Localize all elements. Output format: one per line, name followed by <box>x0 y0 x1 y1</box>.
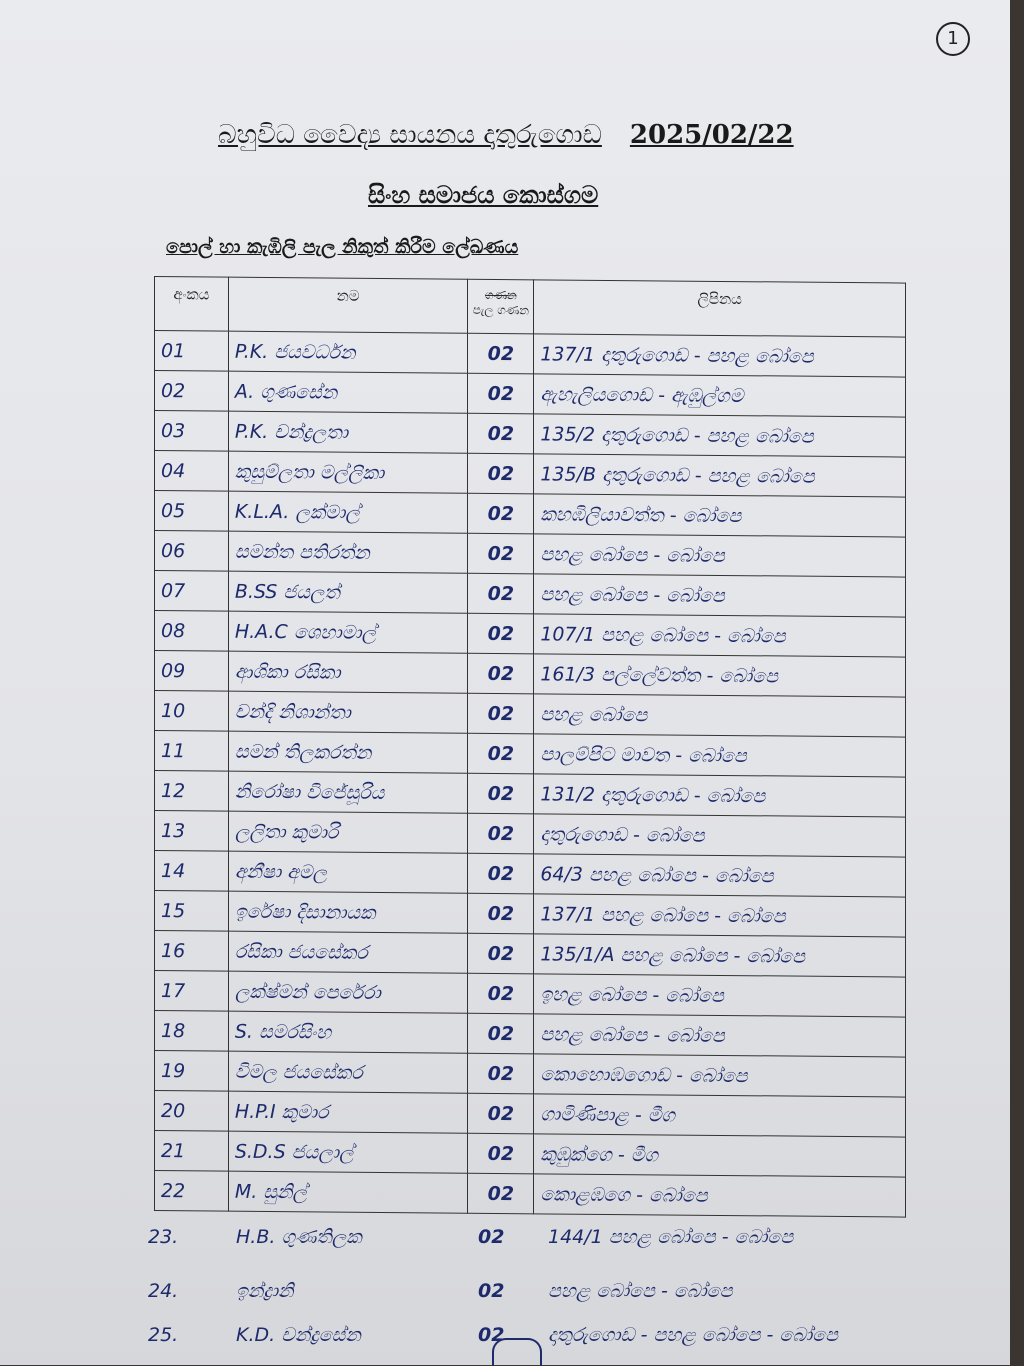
row-quantity: 02 <box>468 693 534 734</box>
table-row <box>155 851 906 898</box>
table-row <box>155 1011 906 1058</box>
row-address: 64/3 පහළ බෝපෙ - බෝපෙ <box>534 854 906 897</box>
row-quantity: 02 <box>468 933 534 974</box>
row-address: 161/3 පල්ලේවත්ත - බෝපෙ <box>534 654 906 697</box>
row-number: 21 <box>155 1131 229 1172</box>
row-quantity: 02 <box>468 413 534 454</box>
document-date: 2025/02/22 <box>629 120 794 150</box>
row-address: පාලම්පිට මාවත - බෝපෙ <box>534 734 906 777</box>
table-row <box>155 331 906 378</box>
row-address: පහළ බෝපෙ - බෝපෙ <box>534 574 906 617</box>
row-number: 22 <box>155 1171 229 1212</box>
row-name: P.K. චන්ද්‍රලතා <box>228 411 468 453</box>
row-number: 15 <box>155 891 229 932</box>
row-name: M. සුනිල් <box>228 1171 468 1213</box>
row-quantity: 02 <box>468 1173 534 1214</box>
row-name: ආශිකා රසිකා <box>228 651 468 693</box>
row-quantity: 02 <box>468 373 534 414</box>
row-quantity: 02 <box>468 1013 534 1054</box>
row-address: ගාමිණිපාළ - මීග <box>534 1094 906 1137</box>
row-name: අනීෂා අමල <box>228 851 468 893</box>
row-name: කුසුම්ලතා මල්ලිකා <box>228 451 468 493</box>
row-number: 08 <box>155 611 229 652</box>
row-quantity: 02 <box>468 613 534 654</box>
table-row <box>155 1051 906 1098</box>
row-address: 137/1 පහළ බෝපෙ - බෝපෙ <box>534 894 906 937</box>
row-number: 17 <box>155 971 229 1012</box>
extra-row-address: දාතුරුගොඩ - පහළ බෝපෙ - බෝපෙ <box>548 1324 838 1346</box>
row-address: ඉහළ බෝපෙ - බෝපෙ <box>534 974 906 1017</box>
header-number: අංකය <box>155 277 229 332</box>
row-address: 107/1 පහළ බෝපෙ - බෝපෙ <box>534 614 906 657</box>
row-address: කහඹිලියාවත්ත - බෝපෙ <box>534 494 906 537</box>
row-name: S. සමරසිංහ <box>228 1011 468 1053</box>
table-row <box>155 811 906 858</box>
table-body <box>155 331 906 1218</box>
header-quantity-label: පැල ගණන <box>472 302 530 318</box>
extra-row-quantity: 02 <box>478 1324 505 1346</box>
row-quantity: 02 <box>468 893 534 934</box>
row-number: 14 <box>155 851 229 892</box>
row-quantity: 02 <box>468 653 534 694</box>
table-row <box>155 1091 906 1138</box>
table-row <box>155 731 906 778</box>
extra-row-quantity: 02 <box>478 1226 505 1248</box>
table-row <box>155 651 906 698</box>
row-name: ඉරේෂා දිසානායක <box>228 891 468 933</box>
row-name: H.A.C ශෙහාමාල් <box>228 611 468 653</box>
distribution-register-table <box>154 276 906 1218</box>
row-name: S.D.S ජයලාල් <box>228 1131 468 1173</box>
row-quantity: 02 <box>468 773 534 814</box>
row-number: 19 <box>155 1051 229 1092</box>
row-name: විමල ජයසේකර <box>228 1051 468 1093</box>
row-quantity: 02 <box>468 1133 534 1174</box>
row-address: පහළ බෝපෙ - බෝපෙ <box>534 1014 906 1057</box>
table-row <box>155 611 906 658</box>
register-heading: පොල් හා කැඹිලි පැල නිකුත් කිරීම ලේඛණය <box>166 236 519 258</box>
row-address: කොළඹගෙ - බෝපෙ <box>534 1174 906 1217</box>
row-number: 03 <box>155 411 229 452</box>
row-address: 135/1/A පහළ බෝපෙ - බෝපෙ <box>534 934 906 977</box>
row-name: A. ගුණසේන <box>228 371 468 413</box>
row-quantity: 02 <box>468 333 534 374</box>
table-row <box>155 491 906 538</box>
row-name: ලක්ෂ්මන් පෙරේරා <box>228 971 468 1013</box>
row-quantity: 02 <box>468 1053 534 1094</box>
header-quantity-struck: ගණන <box>485 287 517 303</box>
header-quantity <box>468 279 534 334</box>
row-address: 135/B දාතුරුගොඩ - පහළ බෝපෙ <box>534 454 906 497</box>
row-number: 18 <box>155 1011 229 1052</box>
table-row <box>155 531 906 578</box>
extra-row-address: 144/1 පහළ බෝපෙ - බෝපෙ <box>548 1226 794 1248</box>
row-quantity: 02 <box>468 1093 534 1134</box>
table-row <box>155 371 906 418</box>
row-number: 13 <box>155 811 229 852</box>
extra-row-name: K.D. චන්ද්‍රසේන <box>236 1324 361 1346</box>
row-quantity: 02 <box>468 493 534 534</box>
row-number: 01 <box>155 331 229 372</box>
row-number: 04 <box>155 451 229 492</box>
row-address: පහළ බෝපෙ <box>534 694 906 737</box>
extra-row-quantity: 02 <box>478 1280 505 1302</box>
row-name: P.K. ජයවර්ධන <box>228 331 468 373</box>
row-address: ඇහැලියගොඩ - ඇඹුල්ගම <box>534 374 906 417</box>
row-quantity: 02 <box>468 813 534 854</box>
row-address: කොහොඹගොඩ - බෝපෙ <box>534 1054 906 1097</box>
row-number: 09 <box>155 651 229 692</box>
row-name: නිරෝෂා විජේසූරිය <box>228 771 468 813</box>
row-address: දාතුරුගොඩ - බෝපෙ <box>534 814 906 857</box>
document-title <box>218 120 794 151</box>
row-number: 12 <box>155 771 229 812</box>
row-address: 135/2 දාතුරුගොඩ - පහළ බෝපෙ <box>534 414 906 457</box>
row-name: B.SS ජයලත් <box>228 571 468 613</box>
table-row <box>155 1171 906 1218</box>
row-address: කුඹුක්ගෙ - මීග <box>534 1134 906 1177</box>
table-header-row <box>155 277 906 338</box>
row-quantity: 02 <box>468 973 534 1014</box>
organization-name: සිංහ සමාජය කොස්ගම <box>368 180 599 209</box>
row-address: 137/1 දාතුරුගොඩ - පහළ බෝපෙ <box>534 334 906 377</box>
table-row <box>155 411 906 458</box>
row-quantity: 02 <box>468 533 534 574</box>
row-name: රසිකා ජයසේකර <box>228 931 468 973</box>
row-number: 07 <box>155 571 229 612</box>
row-quantity: 02 <box>468 573 534 614</box>
header-name: නම <box>228 277 468 333</box>
extra-row-name: ඉන්ද්‍රානි <box>236 1280 294 1302</box>
extra-row-address: පහළ බෝපෙ - බෝපෙ <box>548 1280 733 1302</box>
table-row <box>155 691 906 738</box>
row-number: 20 <box>155 1091 229 1132</box>
extra-row-number: 23. <box>148 1226 179 1248</box>
row-number: 05 <box>155 491 229 532</box>
table-row <box>155 571 906 618</box>
signature-mark <box>492 1338 542 1366</box>
row-number: 06 <box>155 531 229 572</box>
row-name: සමන් තිලකරත්න <box>228 731 468 773</box>
row-quantity: 02 <box>468 733 534 774</box>
table-row <box>155 451 906 498</box>
row-name: චන්දි නිශාන්තා <box>228 691 468 733</box>
page-number: 1 <box>936 22 970 56</box>
extra-row-number: 25. <box>148 1324 179 1346</box>
table-row <box>155 1131 906 1178</box>
table-row <box>155 891 906 938</box>
table-row <box>155 771 906 818</box>
row-number: 11 <box>155 731 229 772</box>
row-quantity: 02 <box>468 453 534 494</box>
row-address: 131/2 දාතුරුගොඩ - බෝපෙ <box>534 774 906 817</box>
extra-row-name: H.B. ගුණතිලක <box>236 1226 362 1248</box>
row-name: H.P.I කුමාර <box>228 1091 468 1133</box>
clinic-name: බහුවිධ වෛද්‍ය සායනය දාතුරුගොඩ <box>218 120 602 150</box>
header-address: ලිපිනය <box>534 280 906 337</box>
row-number: 16 <box>155 931 229 972</box>
row-quantity: 02 <box>468 853 534 894</box>
row-name: සමන්ත පතිරත්න <box>228 531 468 573</box>
row-address: පහළ බෝපෙ - බෝපෙ <box>534 534 906 577</box>
table-row <box>155 971 906 1018</box>
row-number: 02 <box>155 371 229 412</box>
table-row <box>155 931 906 978</box>
row-name: ලලිතා කුමාරි <box>228 811 468 853</box>
extra-row-number: 24. <box>148 1280 179 1302</box>
row-number: 10 <box>155 691 229 732</box>
row-name: K.L.A. ලක්මාල් <box>228 491 468 533</box>
